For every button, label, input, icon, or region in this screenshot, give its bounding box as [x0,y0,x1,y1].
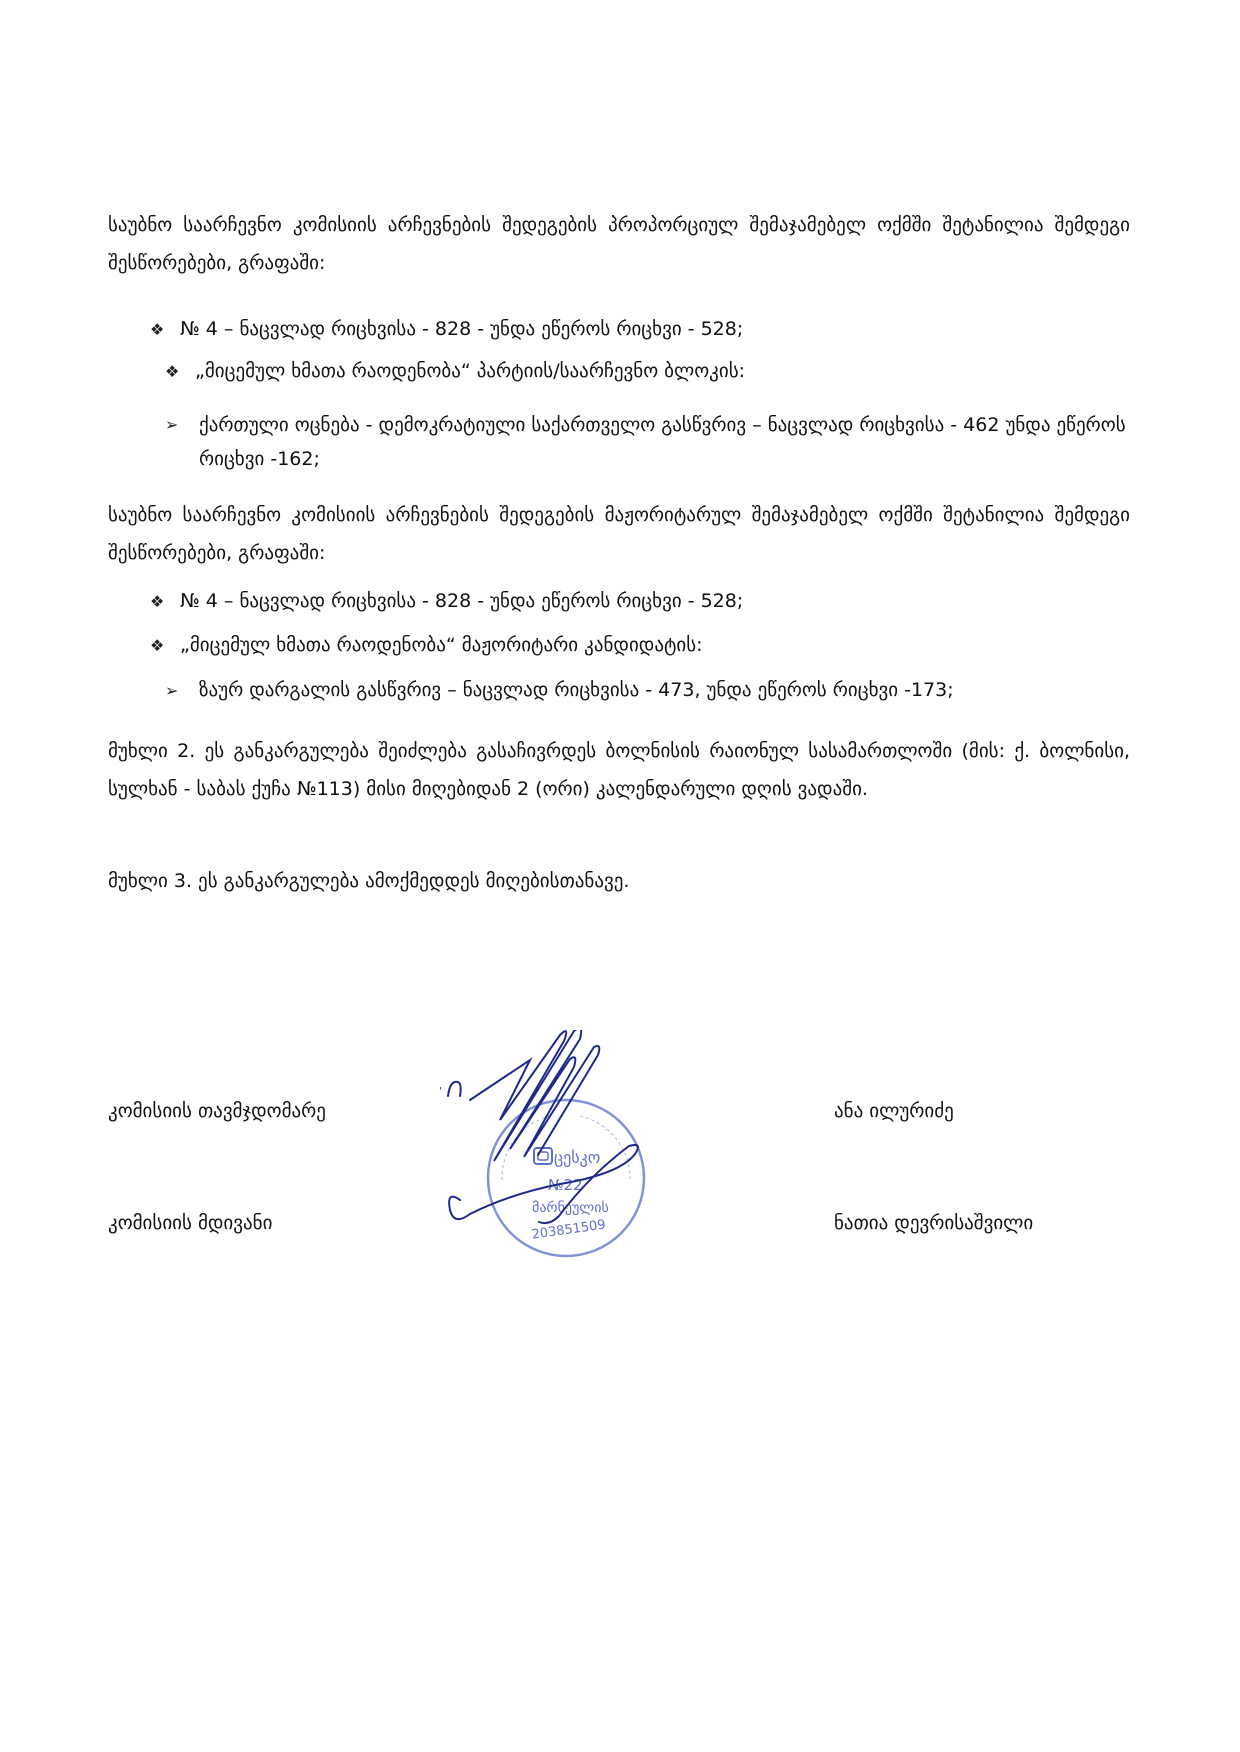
list-item [150,312,743,347]
diamond-bullet-icon: ❖ [150,320,165,339]
list-item-text: № 4 – ნაცვლად რიცხვისა - 828 - უნდა ეწეროს რიცხვი - 528; [180,590,744,612]
list-item [165,354,745,389]
diamond-bullet-icon: ❖ [150,636,165,655]
stamp-and-signature [440,1030,710,1270]
list-item [165,673,954,708]
proportional-intro: საუბნო საარჩევნო კომისიის არჩევნების შედეგების პროპორციულ შემაჯამებელ ოქმში შეტანილია შემდეგი შესწორებები, გრაფაში: [108,214,1130,274]
secretary-name: ნათია დევრისაშვილი [834,1212,1034,1234]
article-2: მუხლი 2. ეს განკარგულება შეიძლება გასაჩივრდეს ბოლნისის რაიონულ სასამართლოში (მის: ქ. ბოლნისი, სულხან - საბას ქუჩა №113) მისი მიღებიდან 2 (ორი) კალენდარული დღის ვადაში. [108,740,1130,800]
stamp-logo-text: ცესკო [554,1148,601,1167]
diamond-bullet-icon: ❖ [165,362,180,381]
stamp-code: 203851509 [530,1217,607,1243]
stamp-seal [488,1100,644,1256]
list-item-text: „მიცემულ ხმათა რაოდენობა“ მაჟორიტარი კანდიდატის: [180,634,703,656]
majoritarian-intro: საუბნო საარჩევნო კომისიის არჩევნების შედეგების მაჟორიტარულ შემაჯამებელ ოქმში შეტანილია შემდეგი შესწორებები, გრაფაში: [108,504,1130,564]
arrow-bullet-icon: ➢ [165,415,179,434]
stamp-district: მარნეულის [532,1200,609,1216]
arrow-bullet-icon: ➢ [165,681,179,700]
list-item [150,584,743,619]
list-item-text: ქართული ოცნება - დემოკრატიული საქართველო გასწვრივ – ნაცვლად რიცხვისა - 462 უნდა ეწეროს რიცხვი -162; [199,414,1126,470]
list-item [150,628,703,663]
secretary-title: კომისიის მდივანი [108,1212,273,1234]
article-3: მუხლი 3. ეს განკარგულება ამოქმედდეს მიღებისთანავე. [108,870,630,892]
list-item [165,408,1145,476]
cesko-logo-icon [534,1148,552,1164]
official-stamp [440,1030,710,1270]
diamond-bullet-icon: ❖ [150,592,165,611]
list-item-text: ზაურ დარგალის გასწვრივ – ნაცვლად რიცხვისა - 473, უნდა ეწეროს რიცხვი -173; [199,679,954,701]
list-item-text: № 4 – ნაცვლად რიცხვისა - 828 - უნდა ეწეროს რიცხვი - 528; [180,318,744,340]
chair-name: ანა ილურიძე [834,1100,954,1122]
chair-title: კომისიის თავმჯდომარე [108,1100,326,1122]
list-item-text: „მიცემულ ხმათა რაოდენობა“ პარტიის/საარჩევნო ბლოკის: [195,360,746,382]
handwritten-signature [440,1030,638,1223]
stamp-number: №22 [548,1176,583,1194]
